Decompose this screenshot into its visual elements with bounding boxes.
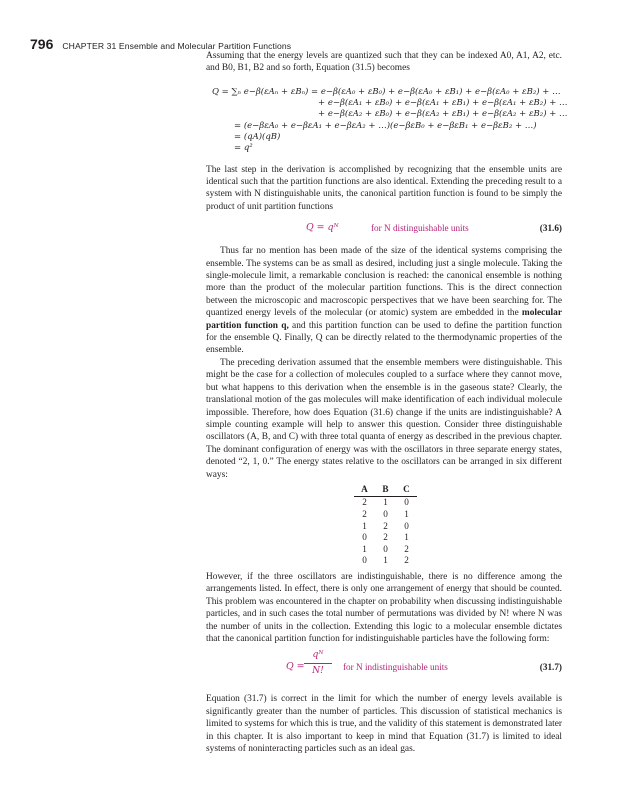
table-row — [354, 532, 417, 544]
derivation-line: + e−β(εA₂ + εB₀) + e−β(εA₂ + εB₁) + e−β(εA₂ + εB₂) + … — [318, 109, 568, 120]
table-row — [354, 544, 417, 556]
equation-lhs: Q = — [286, 661, 305, 673]
table-cell: 1 — [362, 520, 367, 531]
paragraph-5: Equation (31.7) is correct in the limit for which the number of energy levels available is significantly greater than the number of particles. This discussion of statistical mechanics is limited to systems for which this is true, and the validity of this statement is demonstrated later in this chapter. It is also important to keep in mind that Equation (31.7) is limited to ideal systems of noninteracting particles such as an ideal gas. — [206, 694, 562, 754]
table-cell: 2 — [383, 532, 388, 543]
equation-number: (31.7) — [539, 662, 562, 673]
equation-condition: for N distinguishable units — [371, 223, 469, 234]
key-term: molecular partition function q, — [206, 308, 562, 331]
table-cell: 2 — [404, 555, 409, 566]
table-cell: 1 — [404, 508, 409, 519]
paragraph-2-part-1: Thus far no mention has been made of the size of the identical systems comprising the ensemble. The systems can be as small as desired, including just a single molecule. Taking the single-molecule limit, a remarkable conclusion is reached: the canonical ensemble is nothing more than the product of the molecular partition functions. This is the direct connection between the microscopic and macroscopic perspectives that we have been searching for. The quantized energy levels of the molecular (or atomic) system are embedded in the — [206, 246, 562, 319]
table-cell: 2 — [404, 543, 409, 554]
derivation-line: = (qA)(qB) — [234, 132, 281, 142]
table-cell: 1 — [404, 532, 409, 543]
table-header-row — [354, 483, 417, 497]
equation-fraction — [304, 649, 332, 677]
fraction-bar — [304, 663, 332, 664]
paragraph-2-part-2: and this partition function can be used to define the partition function for the ensemble Q. Finally, Q can be directly related to the thermodynamic properties of the ensemble. — [206, 320, 562, 356]
column-header: A — [354, 483, 375, 497]
table-cell: 1 — [362, 543, 367, 554]
derivation-line: + e−β(εA₁ + εB₀) + e−β(εA₁ + εB₁) + e−β(εA₁ + εB₂) + … — [318, 98, 568, 109]
table-cell: 0 — [383, 543, 388, 554]
table-cell: 0 — [404, 520, 409, 531]
table-cell: 0 — [404, 497, 409, 508]
table-cell: 2 — [383, 520, 388, 531]
equation-number: (31.6) — [539, 223, 562, 234]
derivation-line: = q² — [234, 143, 253, 154]
equation-31-6 — [206, 220, 562, 238]
fraction-numerator: qᴺ — [312, 649, 324, 661]
table-cell: 1 — [383, 497, 388, 508]
oscillator-arrangement-table — [354, 483, 417, 567]
table-row — [354, 509, 417, 521]
page-body — [206, 50, 568, 755]
paragraph-3: The preceding derivation assumed that the ensemble members were distinguishable. This might be the case for a collection of molecules coupled to a surface where they cannot move, but what happens to this derivation when the ensemble is in the gaseous state? Clearly, the translational motion of the gas molecules will make identification of each individual molecule impossible. Therefore, how does Equation (31.6) change if the units are indistinguishable? A simple counting example will help to answer this question. Consider three distinguishable oscillators (A, B, and C) with three total quanta of energy as described in the previous chapter. The dominant configuration of energy was with the oscillators in three separate energy states, denoted “2, 1, 0.” The energy states relative to the oscillators can be arranged in six different ways: — [206, 357, 562, 480]
equation-31-7 — [206, 649, 562, 685]
derivation-block — [206, 86, 568, 155]
equation-condition: for N indistinguishable units — [343, 662, 448, 673]
table-cell: 2 — [362, 508, 367, 519]
paragraph-1: The last step in the derivation is accomplished by recognizing that the ensemble units are identical such that the partition functions are also identical. Extending the preceding result to a system with N distinguishable units, the canonical partition function is found to be simply the product of unit partition functions — [206, 164, 562, 212]
paragraph-4: However, if the three oscillators are indistinguishable, there is no difference among the arrangements listed. In effect, there is only one arrangement of energy that should be counted. This problem was encountered in the chapter on probability when discussing indistinguishable particles, and in such cases the total number of permutations was divided by N! where N was the number of units in the collection. Extending this logic to a molecular ensemble dictates that the canonical partition function for indistinguishable particles have the following form: — [206, 571, 562, 644]
table-cell: 0 — [362, 532, 367, 543]
table-cell: 0 — [383, 508, 388, 519]
table-cell: 2 — [362, 497, 367, 508]
column-header: B — [375, 483, 396, 497]
table-row — [354, 497, 417, 509]
column-header: C — [396, 483, 417, 497]
derivation-line: = (e−βεA₀ + e−βεA₁ + e−βεA₂ + …)(e−βεB₀ + e−βεB₁ + e−βεB₂ + …) — [234, 120, 537, 131]
table-row — [354, 521, 417, 533]
table-row — [354, 555, 417, 567]
table-cell: 0 — [362, 555, 367, 566]
equation-lhs: Q = qᴺ — [306, 222, 339, 234]
chapter-title: CHAPTER 31 Ensemble and Molecular Partition Functions — [62, 41, 292, 51]
page-number: 796 — [30, 36, 54, 52]
table-cell: 1 — [383, 555, 388, 566]
paragraph-2 — [206, 245, 562, 357]
derivation-line: Q = ∑ₙ e−β(εAₙ + εBₙ) = e−β(εA₀ + εB₀) + e−β(εA₀ + εB₁) + e−β(εA₀ + εB₂) + … — [212, 86, 561, 97]
fraction-denominator: N! — [312, 665, 324, 677]
intro-paragraph: Assuming that the energy levels are quantized such that they can be indexed A0, A1, A2, etc. and B0, B1, B2 and so forth, Equation (31.5) becomes — [206, 51, 562, 74]
